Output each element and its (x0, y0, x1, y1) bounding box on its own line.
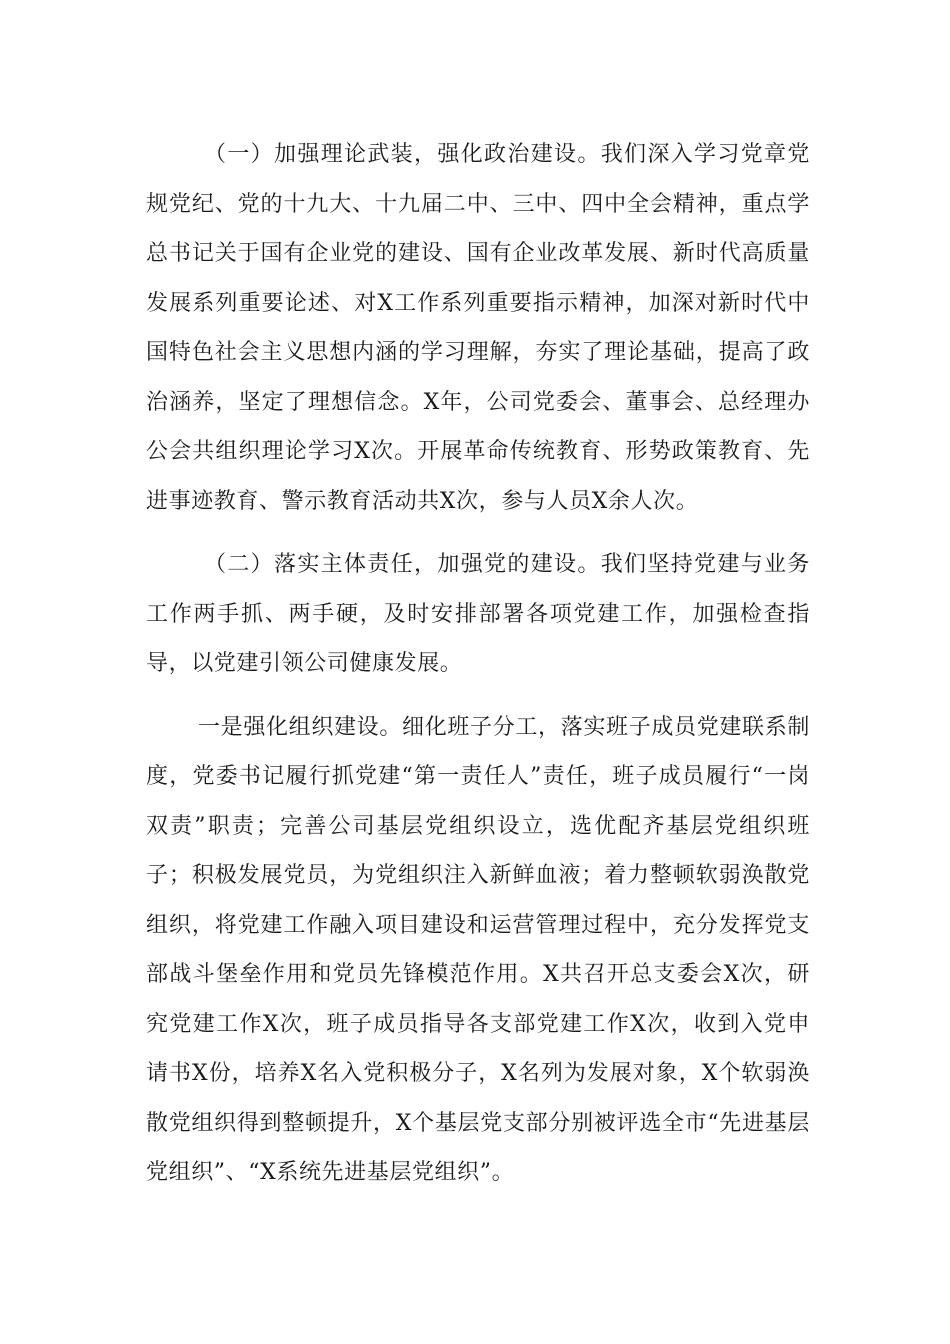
paragraph-party-building-responsibility: （二）落实主体责任，加强党的建设。我们坚持党建与业务工作两手抓、两手硬，及时安排部署各项党建工作，加强检查指导，以党建引领公司健康发展。 (146, 552, 810, 676)
document-body (146, 130, 810, 1198)
paragraph-organization-building: 一是强化组织建设。细化班子分工，落实班子成员党建联系制度，党委书记履行抓党建“第一责任人”责任，班子成员履行“一岗双责”职责；完善公司基层党组织设立，选优配齐基层党组织班子；积极发展党员，为党组织注入新鲜血液；着力整顿软弱涣散党组织，将党建工作融入项目建设和运营管理过程中，充分发挥党支部战斗堡垒作用和党员先锋模范作用。X共召开总支委会X次，研究党建工作X次，班子成员指导各支部党建工作X次，收到入党申请书X份，培养X名入党积极分子，X名列为发展对象，X个软弱涣散党组织得到整顿提升，X个基层党支部分别被评选全市“先进基层党组织”、“X系统先进基层党组织”。 (146, 714, 810, 1185)
paragraph-theory-study: （一）加强理论武装，强化政治建设。我们深入学习党章党规党纪、党的十九大、十九届二中、三中、四中全会精神，重点学总书记关于国有企业党的建设、国有企业改革发展、新时代高质量发展系列重要论述、对X工作系列重要指示精神，加深对新时代中国特色社会主义思想内涵的学习理解，夯实了理论基础，提高了政治涵养，坚定了理想信念。X年，公司党委会、董事会、总经理办公会共组织理论学习X次。开展革命传统教育、形势政策教育、先进事迹教育、警示教育活动共X次，参与人员X余人次。 (146, 142, 810, 514)
